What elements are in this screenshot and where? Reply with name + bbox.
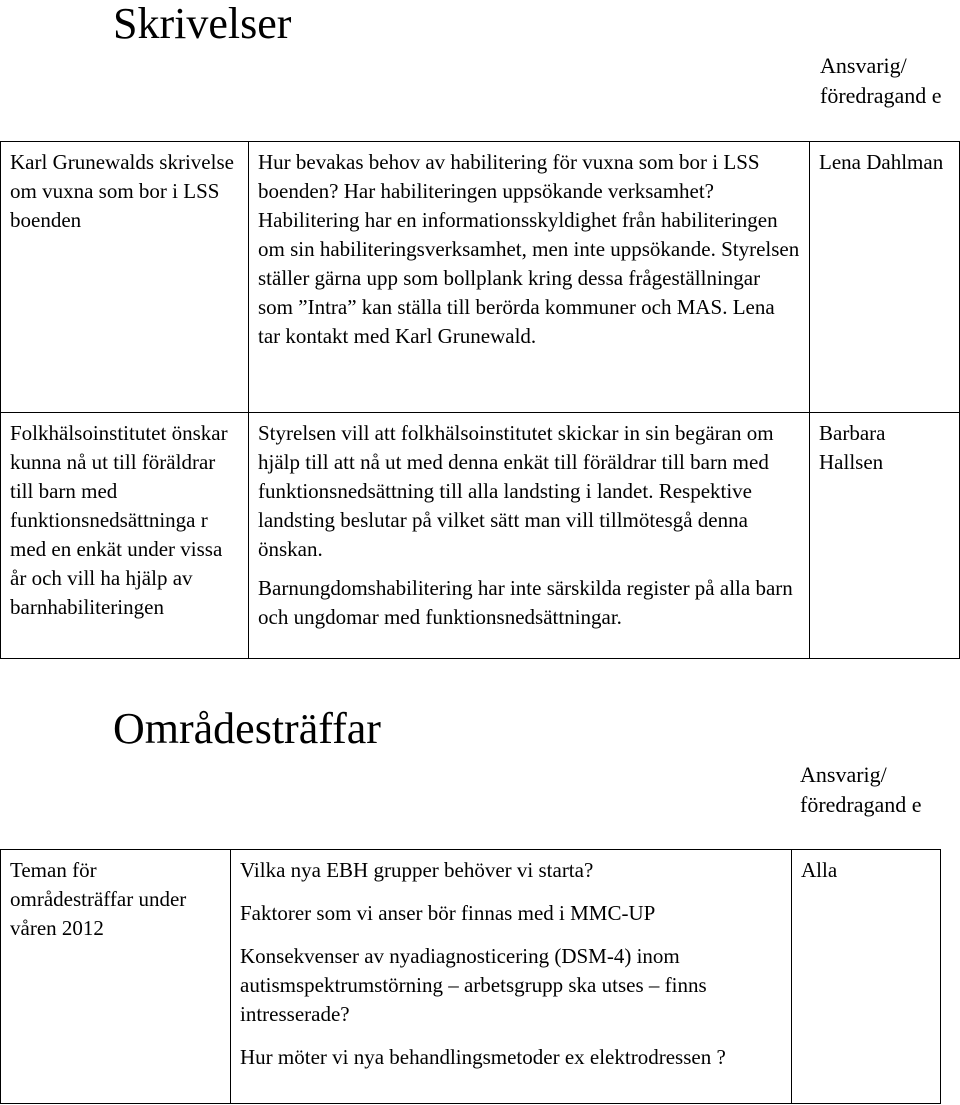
discussion-text: Styrelsen vill att folkhälsoinstitutet skickar in sin begäran om hjälp till att nå ut med denna enkät till föräldrar till barn med funktionsnedsättning till alla landsting i landet. Respektive landsting beslutar på vilket sätt man vill tillmötesgå denna önskan. xyxy=(258,421,774,561)
discussion-text: Faktorer som vi anser bör finnas med i MMC-UP xyxy=(240,901,656,925)
responsible-name: Barbara Hallsen xyxy=(819,421,886,474)
topic-text: Karl Grunewalds skrivelse om vuxna som bor i LSS boenden xyxy=(10,150,234,232)
table-cell-responsible xyxy=(791,849,941,1104)
table-cell-discussion xyxy=(230,849,792,1104)
responsible-name: Alla xyxy=(801,858,838,882)
topic-text: Teman för områdesträffar under våren 2012 xyxy=(10,858,187,940)
responsible-header: Ansvarig/ föredragand e xyxy=(800,762,922,817)
table-cell-discussion xyxy=(248,412,810,659)
discussion-text: Hur möter vi nya behandlingsmetoder ex elektrodressen ? xyxy=(240,1045,726,1069)
discussion-text: Konsekvenser av nyadiagnosticering (DSM-4) inom autismspektrumstörning – arbetsgrupp ska utses – finns intresserade? xyxy=(240,944,707,1026)
table-cell-topic xyxy=(0,849,231,1104)
table-cell-responsible xyxy=(809,141,960,413)
table-cell-topic xyxy=(0,412,249,659)
discussion-text: Barnungdomshabilitering har inte särskilda register på alla barn och ungdomar med funktionsnedsättningar. xyxy=(258,576,793,629)
table-cell-responsible xyxy=(809,412,960,659)
responsible-header: Ansvarig/ föredragand e xyxy=(820,53,942,108)
table-cell-discussion xyxy=(248,141,810,413)
discussion-text: Vilka nya EBH grupper behöver vi starta? xyxy=(240,858,594,882)
responsible-name: Lena Dahlman xyxy=(819,150,944,174)
section-title-omradestraffar: Områdesträffar xyxy=(113,704,381,753)
section-title-skrivelser: Skrivelser xyxy=(113,0,292,48)
topic-text: Folkhälsoinstitutet önskar kunna nå ut till föräldrar till barn med funktionsnedsättninga r med en enkät under vissa år och vill ha hjälp av barnhabiliteringen xyxy=(10,421,228,619)
discussion-text: Hur bevakas behov av habilitering för vuxna som bor i LSS boenden? Har habiliteringen uppsökande verksamhet? Habilitering har en informationsskyldighet från habiliteringen om sin habiliteringsverksamhet, men inte uppsökande. Styrelsen ställer gärna upp som bollplank kring dessa frågeställningar som ”Intra” kan ställa till berörda kommuner och MAS. Lena tar kontakt med Karl Grunewald. xyxy=(258,150,800,348)
table-cell-topic xyxy=(0,141,249,413)
